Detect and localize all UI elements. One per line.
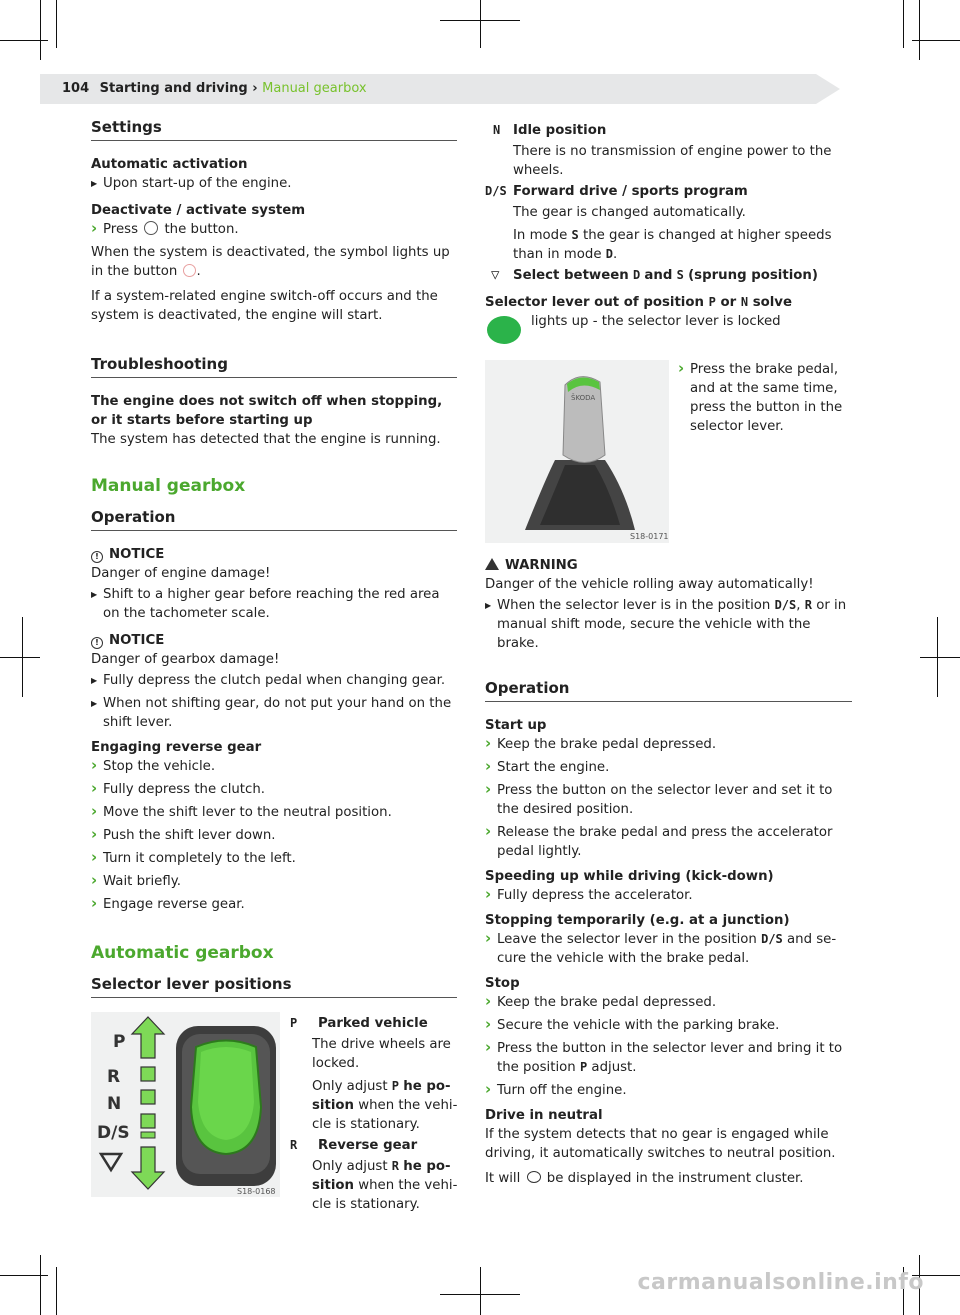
position-idle: N Idle position xyxy=(493,123,607,138)
selector-positions-heading: Selector lever positions xyxy=(91,975,457,998)
list-item: › Wait briefly. xyxy=(91,872,457,891)
list-item: › Release the brake pedal and press the accelerator pedal lightly. xyxy=(485,823,852,861)
positions-list-left: P Parked vehicle The drive wheels are locked. Only adjust P he po-sition when the vehi-cle is stationary. R Reverse gear Only adjust R he po-sition when the vehi-cle is stationary. xyxy=(290,1014,460,1220)
list-item: ▶ When not shifting gear, do not put your hand on the shift lever. xyxy=(91,694,457,732)
neutral-label: Drive in neutral xyxy=(485,1108,603,1123)
position-parked: P Parked vehicle xyxy=(290,1016,428,1031)
list-item: › Leave the selector lever in the position D/S and se-cure the vehicle with the brake pedal. xyxy=(485,930,852,968)
paragraph: Only adjust R he po-sition when the vehi-cle is stationary. xyxy=(312,1159,458,1212)
down-triangle-icon xyxy=(101,1154,121,1170)
page-number: 104 xyxy=(62,81,90,96)
fig-letter-ds: D/S xyxy=(97,1123,130,1143)
list-item: ▶ Upon start-up of the engine. xyxy=(91,174,457,193)
figure-code: S18-0168 xyxy=(237,1187,276,1196)
list-item: ▶ Fully depress the clutch pedal when changing gear. xyxy=(91,671,457,690)
paragraph: If the system detects that no gear is engaged while driving, it automatically switches to neutral position. xyxy=(485,1127,836,1161)
list-item: › Keep the brake pedal depressed. xyxy=(485,993,852,1012)
info-icon: ! xyxy=(91,551,103,563)
fig-letter-n: N xyxy=(107,1094,122,1114)
warning-heading: WARNING xyxy=(485,556,852,575)
list-item: › Stop the vehicle. xyxy=(91,757,457,776)
fig-letter-r: R xyxy=(107,1067,121,1087)
right-column-lower: WARNING Danger of the vehicle rolling away automatically! ▶ When the selector lever is in the position D/S, R or in manual shift mode, secure the vehicle with the brake. Operation Start up › Keep the brake pedal depressed. › Start the engine. › Press the button on the selector lever and set it to the desired position. › Release the brake pedal and press the accelerator pedal lightly. Speeding up while driving (kick-down) › Fully depress the accelerator. Stopping temporarily (e.g. at a junction) › Leave the selector lever in the position D/S and se-cure the vehicle with the brake pedal. Stop › Keep the brake pedal depressed. › Secure the vehicle with the parking brake. › Press the button in the selector lever and bring it to the position P adjust. › Turn off the engine. Drive in neutral If the system detects that no gear is engaged while driving, it automatically switches to neutral position. It will be displayed in the instrument cluster. xyxy=(485,556,852,1194)
right-column: N Idle position There is no transmission of engine power to the wheels. D/S Forward drive / sports program The gear is changed automatically. In mode S the gear is changed at higher speeds than in mode D. ▽ Select between D and S (sprung position) Selector lever out of position P or N solve lights up - the selector lever is locked xyxy=(485,121,852,350)
list-item: › Press the button in the selector lever and bring it to the position P adjust. xyxy=(485,1039,852,1077)
foot-brake-icon xyxy=(487,316,521,344)
list-item: › Secure the vehicle with the parking brake. xyxy=(485,1016,852,1035)
list-item: › Press the brake pedal, and at the same time, press the button in the selector lever. xyxy=(678,360,850,436)
paragraph: Only adjust P he po-sition when the vehi-cle is stationary. xyxy=(312,1079,458,1132)
left-column: Settings Automatic activation ▶ Upon start-up of the engine. Deactivate / activate system › Press the button. When the system is deactivated, the symbol lights up in the button . If a system-related engine switch-off occurs and the system is deactivated, the engine will start. Troubleshooting The engine does not switch off when stopping, or it starts before starting up The system has detected that the engine is running. Manual gearbox Operation ! NOTICE Danger of engine damage! ▶ Shift to a higher gear before reaching the red area on the tachometer scale. ! NOTICE Danger of gearbox damage! ▶ Fully depress the clutch pedal when changing gear. ▶ When not shifting gear, do not put your hand on the shift lever. Engaging reverse gear › Stop the vehicle. › Fully depress the clutch. › Move the shift lever to the neutral position. › Push the shift lever down. › Turn it completely to the left. › Wait briefly. › Engage reverse gear. Automatic gearbox Selector lever positions xyxy=(91,118,457,1012)
automatic-gearbox-heading: Automatic gearbox xyxy=(91,943,274,963)
warning-icon xyxy=(485,558,499,570)
figure-step xyxy=(678,360,850,440)
paragraph: In mode S the gear is changed at higher speeds than in mode D. xyxy=(513,228,832,262)
reverse-label: Engaging reverse gear xyxy=(91,740,262,755)
down-triangle-icon: ▽ xyxy=(491,267,500,283)
start-stop-off-icon xyxy=(144,221,158,235)
stopping-label: Stopping temporarily (e.g. at a junction) xyxy=(485,913,790,928)
notice-heading: ! NOTICE xyxy=(91,545,457,564)
selector-lever-figure xyxy=(91,1012,280,1197)
list-item: › Fully depress the accelerator. xyxy=(485,886,852,905)
gear-selector-illustration xyxy=(91,1012,280,1197)
list-item: › Engage reverse gear. xyxy=(91,895,457,914)
position-select: ▽ Select between D and S (sprung position) xyxy=(491,267,818,283)
start-label: Start up xyxy=(485,718,547,733)
breadcrumb-section[interactable]: Starting and driving xyxy=(99,81,248,96)
info-icon: ! xyxy=(91,637,103,649)
out-of-position-label: Selector lever out of position P or N solve xyxy=(485,295,792,310)
kickdown-label: Speeding up while driving (kick-down) xyxy=(485,869,774,884)
position-symbol: P xyxy=(290,1016,298,1030)
paragraph: The system has detected that the engine is running. xyxy=(91,432,441,447)
list-item: › Keep the brake pedal depressed. xyxy=(485,735,852,754)
brand-logo: ŠKODA xyxy=(571,394,596,402)
breadcrumb xyxy=(62,81,367,96)
breadcrumb-current: Manual gearbox xyxy=(262,81,367,96)
list-item: › Turn off the engine. xyxy=(485,1081,852,1100)
selector-lever-photo xyxy=(485,360,669,543)
lock-indicator-row: lights up - the selector lever is locked xyxy=(485,312,852,350)
list-item: › Push the shift lever down. xyxy=(91,826,457,845)
paragraph: If a system-related engine switch-off occurs and the system is deactivated, the engine will start. xyxy=(91,289,438,323)
figure-code: S18-0171 xyxy=(630,532,669,541)
paragraph: When the system is deactivated, the symbol lights up in the button . xyxy=(91,245,450,279)
fig-letter-p: P xyxy=(113,1032,126,1052)
list-item: › Fully depress the clutch. xyxy=(91,780,457,799)
auto-activation-label: Automatic activation xyxy=(91,157,248,172)
coasting-icon xyxy=(527,1171,541,1183)
operation-heading: Operation xyxy=(91,508,457,531)
notice-heading: ! NOTICE xyxy=(91,631,457,650)
troubleshooting-heading: Troubleshooting xyxy=(91,355,457,378)
list-item: ▶ When the selector lever is in the position D/S, R or in manual shift mode, secure the vehicle with the brake. xyxy=(485,596,852,653)
list-item: › Move the shift lever to the neutral position. xyxy=(91,803,457,822)
list-item: › Press the button on the selector lever and set it to the desired position. xyxy=(485,781,852,819)
position-symbol: R xyxy=(290,1138,298,1152)
position-reverse: R Reverse gear xyxy=(290,1138,418,1153)
position-forward: D/S Forward drive / sports program xyxy=(485,184,748,199)
up-arrow-icon xyxy=(132,1017,164,1058)
watermark: carmanualsonline.info xyxy=(637,1270,924,1295)
stop-label: Stop xyxy=(485,976,520,991)
list-item: › Start the engine. xyxy=(485,758,852,777)
operation-heading: Operation xyxy=(485,679,852,702)
down-arrow-icon xyxy=(132,1147,164,1189)
start-stop-off-icon xyxy=(183,264,196,277)
trouble-bold: The engine does not switch off when stopping, or it starts before starting up xyxy=(91,394,443,428)
manual-gearbox-heading: Manual gearbox xyxy=(91,476,246,496)
breadcrumb-separator: › xyxy=(252,81,258,96)
gear-knob-illustration xyxy=(485,360,669,543)
paragraph: It will be displayed in the instrument cluster. xyxy=(485,1171,804,1186)
list-item: › Press the button. xyxy=(91,220,457,239)
list-item: ▶ Shift to a higher gear before reaching the red area on the tachometer scale. xyxy=(91,585,457,623)
deactivate-label: Deactivate / activate system xyxy=(91,203,306,218)
list-item: › Turn it completely to the left. xyxy=(91,849,457,868)
settings-heading: Settings xyxy=(91,118,457,141)
